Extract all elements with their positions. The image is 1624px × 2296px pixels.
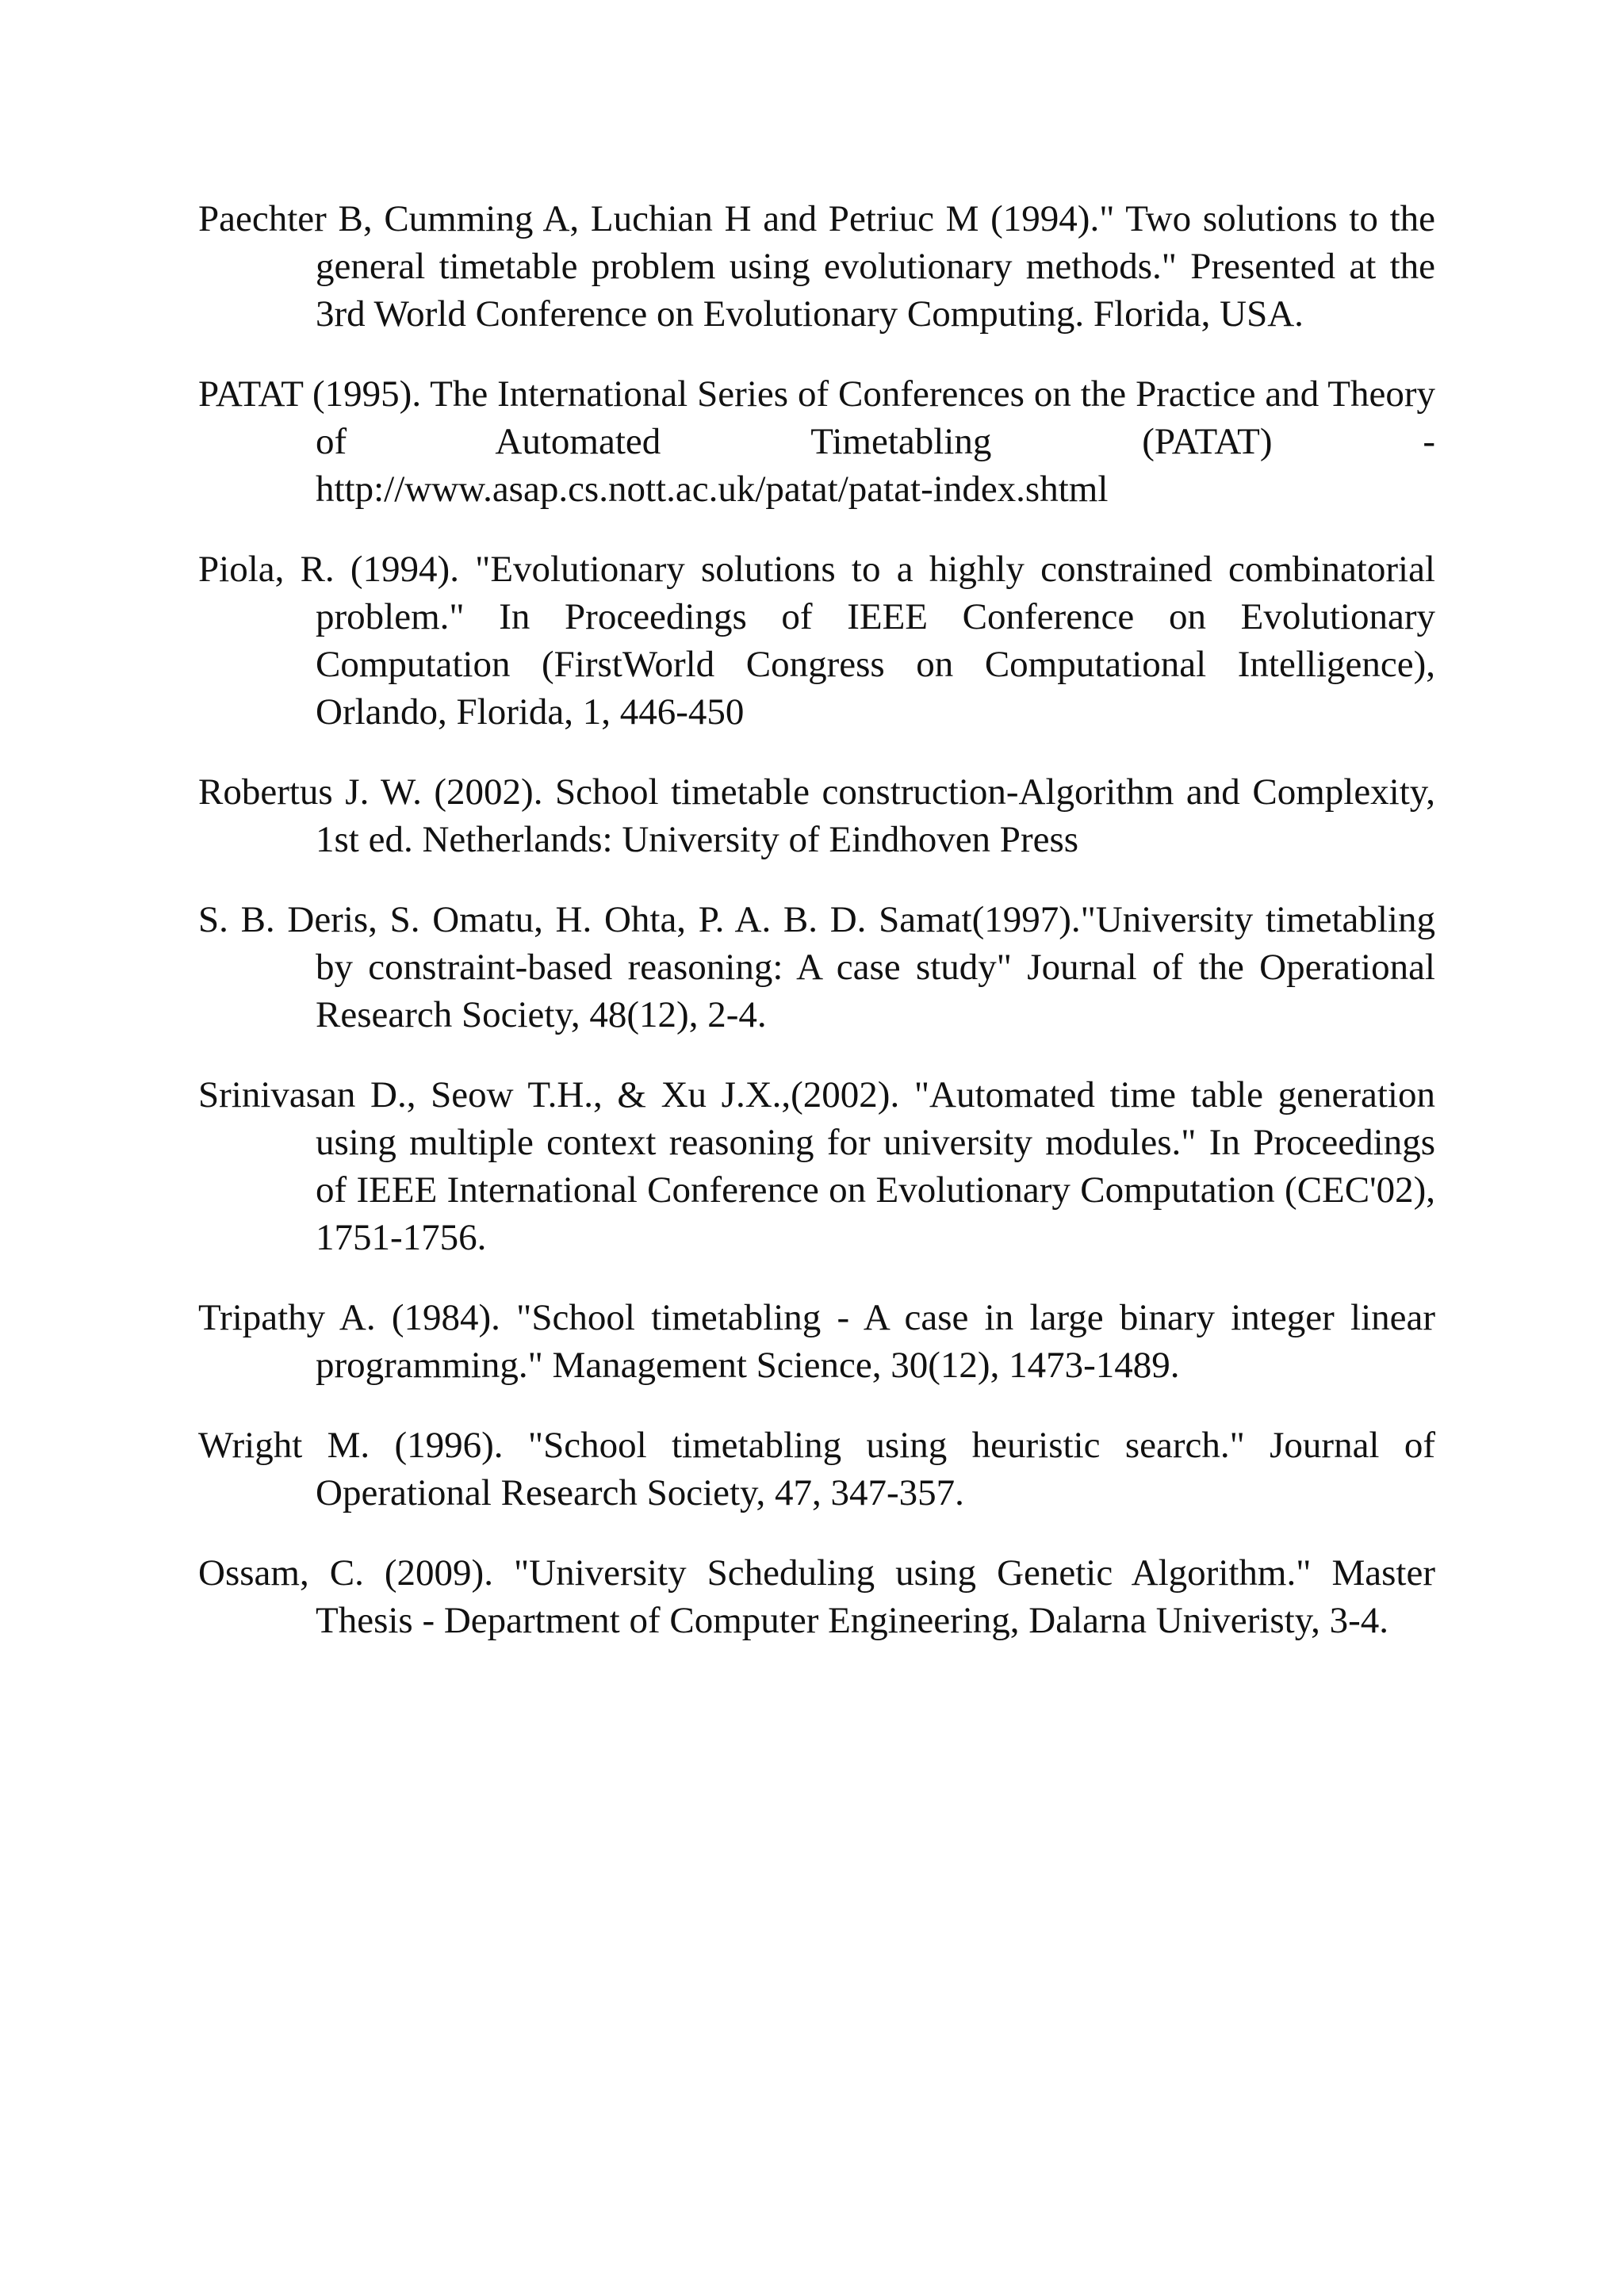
reference-tripathy-1984: Tripathy A. (1984). "School timetabling - A case in large binary integer linear programming." Management Science, 30(12), 1473-1489. xyxy=(198,1297,1435,1386)
reference-paechter-1994: Paechter B, Cumming A, Luchian H and Petriuc M (1994)." Two solutions to the general timetable problem using evolutionary methods." Presented at the 3rd World Conference on Evolutionary Computing. Florida, USA. xyxy=(198,198,1435,335)
reference-deris-1997: S. B. Deris, S. Omatu, H. Ohta, P. A. B. D. Samat(1997)."University timetabling by constraint-based reasoning: A case study" Journal of the Operational Research Society, 48(12), 2-4. xyxy=(198,899,1435,1035)
reference-ossam-2009: Ossam, C. (2009). "University Scheduling using Genetic Algorithm." Master Thesis - Department of Computer Engineering, Dalarna Univeristy, 3-4. xyxy=(198,1552,1435,1641)
reference-list xyxy=(198,195,1435,1677)
reference-patat-1995: PATAT (1995). The International Series of Conferences on the Practice and Theory of Automated Timetabling (PATAT) - http://www.asap.cs.nott.ac.uk/patat/patat-index.shtml xyxy=(198,373,1435,510)
reference-srinivasan-2002: Srinivasan D., Seow T.H., & Xu J.X.,(2002). "Automated time table generation using multiple context reasoning for university modules." In Proceedings of IEEE International Conference on Evolutionary Computation (CEC'02), 1751-1756. xyxy=(198,1074,1435,1258)
reference-robertus-2002: Robertus J. W. (2002). School timetable construction-Algorithm and Complexity, 1st ed. Netherlands: University of Eindhoven Press xyxy=(198,771,1435,860)
reference-piola-1994: Piola, R. (1994). "Evolutionary solutions to a highly constrained combinatorial problem." In Proceedings of IEEE Conference on Evolutionary Computation (FirstWorld Congress on Computational Intelligence), Orlando, Florida, 1, 446-450 xyxy=(198,549,1435,733)
reference-wright-1996: Wright M. (1996). "School timetabling using heuristic search." Journal of Operational Research Society, 47, 347-357. xyxy=(198,1425,1435,1513)
